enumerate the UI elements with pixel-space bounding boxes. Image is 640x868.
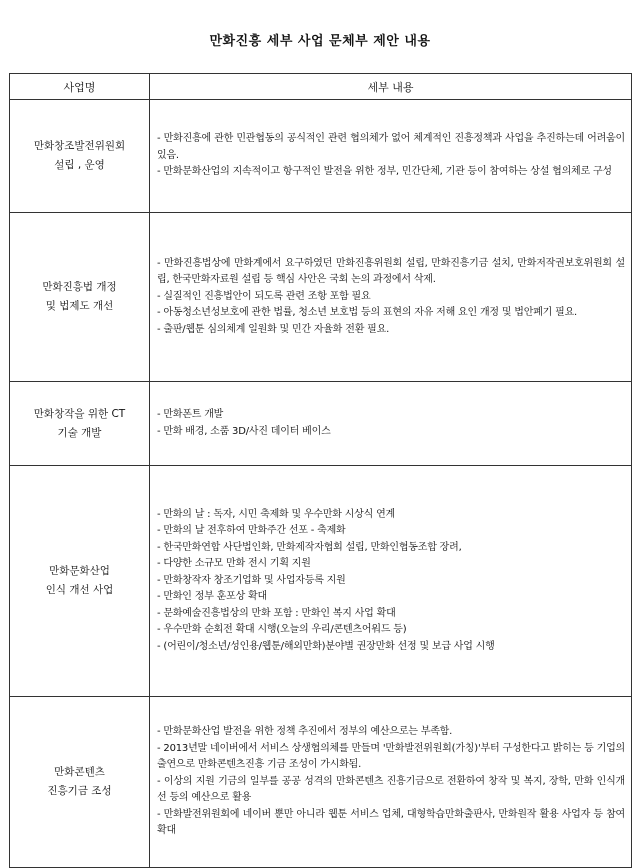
business-name-line: 진흥기금 조성 bbox=[47, 785, 112, 797]
detail-line: - 만화진흥법상에 만화계에서 요구하였던 만화진흥위원회 설립, 만화진흥기금 설치, 만화저작권보호위원회 설립, 한국만화자료원 설립 등 핵심 사안은 국회 논의 과정에서 삭제. bbox=[157, 257, 625, 286]
detail-line: - 만화발전위원회에 네이버 뿐만 아니라 웹툰 서비스 업체, 대형학습만화출판사, 만화원작 활용 사업자 등 참여 확대 bbox=[157, 808, 625, 837]
business-name-cell bbox=[10, 100, 150, 213]
table-row bbox=[10, 697, 632, 868]
business-name-line: 만화콘텐츠 bbox=[54, 766, 105, 778]
business-name-line: 인식 개선 사업 bbox=[45, 584, 114, 596]
detail-line: - 이상의 지원 기금의 일부를 공공 성격의 만화콘텐츠 진흥기금으로 전환하여 창작 및 복지, 장학, 만화 인식개선 등의 예산으로 활용 bbox=[157, 775, 625, 804]
header-business-name: 사업명 bbox=[10, 74, 150, 100]
table-row bbox=[10, 466, 632, 697]
details-cell bbox=[150, 382, 632, 466]
table-row bbox=[10, 382, 632, 466]
business-name-cell bbox=[10, 213, 150, 382]
business-name-line: 만화창작을 위한 CT bbox=[33, 407, 126, 420]
header-details: 세부 내용 bbox=[150, 74, 632, 100]
detail-line: - 다양한 소규모 만화 전시 기획 지원 bbox=[157, 558, 311, 570]
detail-line: - 아동청소년성보호에 관한 법률, 청소년 보호법 등의 표현의 자유 저해 요인 개정 및 법안폐기 필요. bbox=[157, 307, 578, 319]
detail-line: - 만화폰트 개발 bbox=[157, 409, 224, 420]
detail-line: - 만화의 날 : 독자, 시민 축제화 및 우수만화 시상식 연계 bbox=[157, 508, 396, 520]
table-row bbox=[10, 100, 632, 213]
business-name-line: 만화진흥법 개정 bbox=[42, 281, 117, 293]
business-name-line: 만화문화산업 bbox=[49, 565, 110, 577]
table-header-row bbox=[10, 74, 632, 100]
detail-line: - 2013년말 네이버에서 서비스 상생협의체를 만들며 '만화발전위원회(가칭)'부터 구성한다고 밝히는 등 기업의 출연으로 만화콘텐츠진흥 기금 조성이 가시화됨. bbox=[157, 742, 625, 771]
detail-line: - 만화인 정부 훈포상 확대 bbox=[157, 591, 267, 603]
business-name-cell bbox=[10, 697, 150, 868]
detail-line: - 우수만화 순회전 확대 시행(오늘의 우리/콘텐츠어워드 등) bbox=[157, 624, 407, 636]
table-row bbox=[10, 213, 632, 382]
details-cell bbox=[150, 697, 632, 868]
detail-line: - 만화문화산업의 지속적이고 항구적인 발전을 위한 정부, 민간단체, 기관 등이 참여하는 상설 협의체로 구성 bbox=[157, 166, 612, 178]
proposal-table bbox=[9, 73, 632, 868]
detail-line: - 만화문화산업 발전을 위한 정책 추진에서 정부의 예산으로는 부족함. bbox=[157, 726, 453, 738]
details-cell bbox=[150, 100, 632, 213]
detail-line: - 문화예술진흥법상의 만화 포함 : 만화인 복지 사업 확대 bbox=[157, 607, 396, 619]
business-name-line: 및 법제도 개선 bbox=[45, 300, 114, 312]
business-name-line: 설립 , 운영 bbox=[54, 159, 105, 171]
detail-line: - 만화 배경, 소품 3D/사진 데이터 베이스 bbox=[157, 425, 331, 437]
business-name-line: 기술 개발 bbox=[57, 426, 102, 439]
detail-line: - 출판/웹툰 심의체계 일원화 및 민간 자율화 전환 필요. bbox=[157, 323, 390, 335]
detail-line: - 만화창작자 창조기업화 및 사업자등록 지원 bbox=[157, 574, 346, 586]
detail-line: - 실질적인 진흥법안이 되도록 관련 조항 포함 필요 bbox=[157, 290, 371, 302]
business-name-cell bbox=[10, 466, 150, 697]
page-title: 만화진흥 세부 사업 문체부 제안 내용 bbox=[209, 34, 431, 49]
detail-line: - 만화진흥에 관한 민관협동의 공식적인 관련 협의체가 없어 체계적인 진흥정책과 사업을 추진하는데 어려움이 있음. bbox=[157, 133, 625, 161]
business-name-cell bbox=[10, 382, 150, 466]
details-cell bbox=[150, 466, 632, 697]
detail-line: - (어린이/청소년/성인용/웹툰/해외만화)분야별 권장만화 선정 및 보급 사업 시행 bbox=[157, 640, 495, 652]
detail-line: - 한국만화연합 사단법인화, 만화제작자협회 설립, 만화인협동조합 장려, bbox=[157, 541, 462, 553]
details-cell bbox=[150, 213, 632, 382]
detail-line: - 만화의 날 전후하여 만화주간 선포 - 축제화 bbox=[157, 525, 346, 537]
business-name-line: 만화창조발전위원회 bbox=[33, 140, 126, 152]
